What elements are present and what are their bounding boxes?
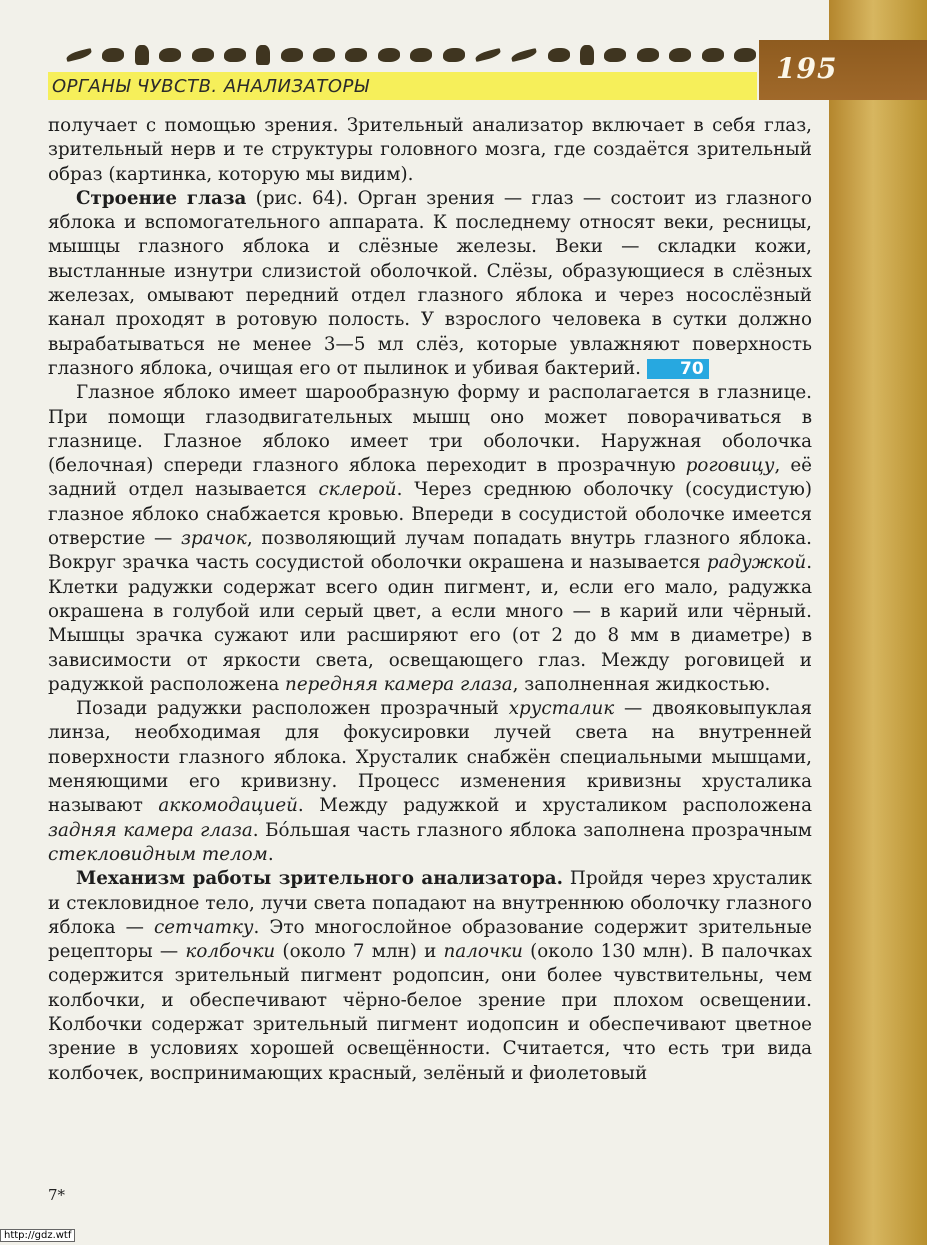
- snake-icon: [378, 48, 400, 62]
- term-vitreous-body: стекловидным телом: [48, 843, 268, 865]
- heading-visual-mechanism: Механизм работы зрительного анализатора.: [76, 868, 563, 890]
- term-sclera: склерой: [318, 479, 397, 501]
- animal-silhouettes-band-icon: [66, 40, 756, 70]
- lizard-icon: [281, 48, 303, 62]
- term-iris: радужкой: [706, 552, 807, 574]
- paragraph-4: Позади радужки расположен прозрачный хрусталик — двояковыпуклая линза, необходимая для фокусировки лучей света на внутренней поверхности глазного яблока. Хрусталик снабжён специальными мышцами, меняющими его кривизну. Процесс изменения кривизны хрусталика называют аккомодацией. Между радужкой и хрусталиком расположена задняя камера глаза. Бóльшая часть глазного яблока заполнена прозрачным стекловидным телом.: [48, 698, 813, 865]
- term-accommodation: аккомодацией: [158, 795, 298, 817]
- reference-badge[interactable]: 70: [647, 359, 709, 379]
- term-cones: колбочки: [185, 941, 276, 963]
- lizard-icon: [702, 48, 724, 62]
- kangaroo-icon: [256, 45, 270, 65]
- insect-icon: [159, 48, 181, 62]
- heading-eye-structure: Строение глаза: [76, 187, 247, 209]
- term-cornea: роговицу: [685, 455, 775, 477]
- butterfly-icon: [734, 48, 756, 62]
- deer-icon: [102, 48, 124, 62]
- term-lens: хрусталик: [508, 698, 615, 720]
- term-retina: сетчатку: [153, 916, 254, 938]
- bird-icon: [65, 48, 92, 62]
- insect-icon: [604, 48, 626, 62]
- term-rods: палочки: [443, 941, 523, 963]
- deer-icon: [548, 48, 570, 62]
- term-anterior-chamber: передняя камера глаза: [285, 673, 513, 695]
- paragraph-5: Механизм работы зрительного анализатора. Пройдя через хрусталик и стекловидное тело, лучи света попадают на внутреннюю оболочку глазного яблока — сетчатку. Это многослойное образование содержит зрительные рецепторы — колбочки (около 7 млн) и палочки (около 130 млн). В палочках содержится зрительный пигмент родопсин, они более чувствительны, чем колбочки, и обеспечивают чёрно-белое зрение при плохом освещении. Колбочки содержат зрительный пигмент иодопсин и обеспечивают цветное зрение в условиях хорошей освещённости. Считается, что есть три вида колбочек, воспринимающих красный, зелёный и фиолетовый: [48, 868, 812, 1084]
- frog-icon: [410, 48, 432, 62]
- body-text: [48, 114, 812, 1086]
- term-pupil: зрачок: [180, 528, 247, 550]
- bison-icon: [637, 48, 659, 62]
- paragraph-1: получает с помощью зрения. Зрительный анализатор включает в себя глаз, зрительный нерв и те структуры головного мозга, где создаётся зрительный образ (картинка, которую мы видим).: [48, 115, 812, 185]
- bison-icon: [192, 48, 214, 62]
- meerkat-icon: [135, 45, 149, 65]
- horse-icon: [224, 48, 246, 62]
- term-posterior-chamber: задняя камера глаза: [48, 819, 253, 841]
- side-color-strip: [829, 0, 927, 1245]
- butterfly-icon: [345, 48, 367, 62]
- bird-icon: [511, 48, 538, 62]
- page-number: 195: [776, 52, 838, 85]
- meerkat-icon: [580, 45, 594, 65]
- bull-icon: [313, 48, 335, 62]
- signature-mark: 7*: [48, 1186, 66, 1204]
- section-title: ОРГАНЫ ЧУВСТВ. АНАЛИЗАТОРЫ: [52, 76, 370, 97]
- wolf-icon: [443, 48, 465, 62]
- paragraph-3: Глазное яблоко имеет шарообразную форму и располагается в глазнице. При помощи глазодвигательных мышц оно может поворачиваться в глазнице. Глазное яблоко имеет три оболочки. Наружная оболочка (белочная) спереди глазного яблока переходит в прозрачную роговицу, её задний отдел называется склерой. Через среднюю оболочку (сосудистую) глазное яблоко снабжается кровью. Впереди в сосудистой оболочке имеется отверстие — зрачок, позволяющий лучам попадать внутрь глазного яблока. Вокруг зрачка часть сосудистой оболочки окрашена и называется радужкой. Клетки радужки содержат всего один пигмент, и, если его мало, радужка окрашена в голубой или серый цвет, а если много — в карий или чёрный. Мышцы зрачка сужают или расширяют его (от 2 до 8 мм в диаметре) в зависимости от яркости света, освещающего глаз. Между роговицей и радужкой расположена передняя камера глаза, заполненная жидкостью.: [48, 382, 813, 695]
- paragraph-2: Строение глаза (рис. 64). Орган зрения — глаз — состоит из глазного яблока и вспомогательного аппарата. К последнему относят веки, ресницы, мышцы глазного яблока и слёзные железы. Веки — складки кожи, выстланные изнутри слизистой оболочкой. Слёзы, образующиеся в слёзных железах, омывают передний отдел глазного яблока и через носослёзный канал проходят в ротовую полость. У взрослого человека в сутки должно вырабатываться не менее 3—5 мл слёз, которые увлажняют поверхность глазного яблока, очищая его от пылинок и убивая бактерий. 70: [48, 187, 812, 379]
- heron-icon: [474, 48, 501, 62]
- horse-icon: [669, 48, 691, 62]
- site-watermark[interactable]: http://gdz.wtf: [0, 1229, 75, 1242]
